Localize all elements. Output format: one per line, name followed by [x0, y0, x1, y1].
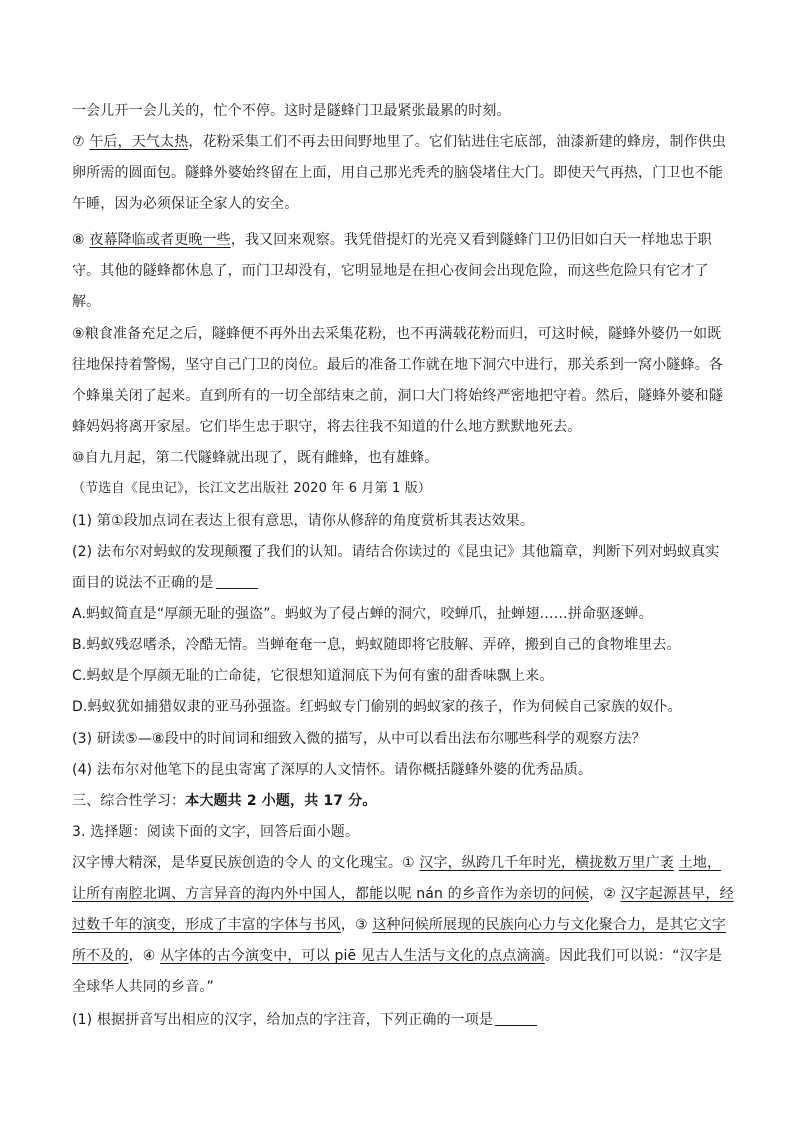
text-span: ，我又回来观察。我凭借提灯的光亮又看到隧蜂门卫仍旧如白天一样地忠于职 [230, 232, 712, 248]
text-line: 一会儿开一会儿关的，忙个不停。这时是隧蜂门卫最紧张最累的时刻。 [72, 103, 511, 119]
underlined-time-phrase: 午后，天气太热 [89, 134, 189, 150]
section-heading [72, 791, 722, 811]
text-span: (1) 根据拼音写出相应的汉字，给加点的字注音，下列正确的一项是 [72, 1012, 494, 1028]
option-c: C.蚂蚁是个厚颜无耻的亡命徒，它很想知道洞底下为何有蜜的甜香味飘上来。 [72, 668, 554, 684]
text-span: ，花粉采集工们不再去田间野地里了。它们钻进住宅底部，油漆新建的蜂房，制作供虫 [188, 134, 727, 150]
passage-line [72, 915, 727, 935]
underlined-sentence: 汉字，纵跨几千年时光，横拢数万里广袤 [419, 855, 675, 871]
underlined-sentence: 土地， [678, 855, 722, 871]
underlined-sentence: 所不及的 [72, 948, 129, 964]
text-line: 守。其他的隧蜂都休息了，而门卫却没有，它明显地是在担心夜间会出现危险，而这些危险只有它才了 [72, 263, 709, 279]
text-span: ，④ [128, 948, 161, 964]
question-1: (1) 第①段加点词在表达上很有意思，请你从修辞的角度赏析其表达效果。 [72, 513, 535, 529]
text-span: ，③ [340, 917, 373, 933]
question-intro: 3. 选择题：阅读下面的文字，回答后面小题。 [72, 824, 360, 840]
text-line: 卵所需的圆面包。隧蜂外婆始终留在上面，用自己那光秃秃的脑袋堵住大门。即使天气再热，门卫也不能 [72, 165, 723, 181]
text-line: 个蜂巢关闭了起来。直到所有的一切全部结束之前，洞口大门将始终严密地把守着。然后，隧蜂外婆和隧 [72, 388, 723, 404]
passage-line [72, 884, 734, 904]
sub-question-1 [72, 1010, 722, 1030]
underlined-sentence: 这种问候所展现的民族向心力与文化聚合力，是其它文字 [372, 917, 727, 933]
question-3: (3) 研读⑤—⑧段中的时间词和细致入微的描写，从中可以看出法布尔哪些科学的观察方法？ [72, 731, 646, 747]
paragraph-10-line: ⑩自九月起，第二代隧蜂就出现了，既有雌蜂，也有雄蜂。 [72, 450, 439, 466]
text-span: 汉字博大精深，是华夏民族创造的令人 的文化瑰宝。① [72, 855, 420, 871]
question-2: (2) 法布尔对蚂蚁的发现颠覆了我们的认知。请结合你读过的《昆虫记》其他篇章，判断下列对蚂蚁真实 [72, 544, 720, 560]
question-2-cont [72, 573, 722, 593]
underlined-sentence: 从字体的古今演变中，可以 piē 见古人生活与文化的点点滴滴 [160, 948, 545, 964]
text-span: 。因此我们可以说：“汉字是 [544, 948, 723, 964]
passage-line [72, 946, 722, 966]
option-d: D.蚂蚁犹如捕猎奴隶的亚马孙强盗。红蚂蚁专门偷别的蚂蚁家的孩子，作为伺候自己家族的奴仆。 [72, 699, 682, 715]
text-span: 面目的说法不正确的是 [72, 575, 214, 591]
section-info: 本大题共 2 小题，共 17 分。 [185, 793, 377, 809]
question-4: (4) 法布尔对他笔下的昆虫寄寓了深厚的人文情怀。请你概括隧蜂外婆的优秀品质。 [72, 762, 593, 778]
paragraph-number: ⑧ [72, 232, 90, 248]
underlined-sentence: 让所有南腔北调、方言异音的海内外中国人，都能以呢 nán 的乡音作为亲切的问候 [72, 886, 590, 902]
passage-line: 全球华人共同的乡音。” [72, 979, 214, 995]
source-citation: （节选自《昆虫记》，长江文艺出版社 2020 年 6 月第 1 版） [72, 481, 432, 496]
paragraph-9-line: ⑨粮食准备充足之后，隧蜂便不再外出去采集花粉，也不再满载花粉而归，可这时候，隧蜂外婆仍一如既 [72, 326, 722, 342]
text-line: 解。 [72, 294, 101, 310]
text-line: 午睡，因为必须保证全家人的安全。 [72, 196, 299, 212]
paragraph-8-line [72, 230, 722, 250]
answer-blank[interactable] [495, 1011, 537, 1026]
answer-blank[interactable] [216, 574, 258, 589]
passage-line [72, 853, 722, 873]
underlined-time-phrase: 夜幕降临或者更晚一些 [89, 232, 231, 248]
text-line: 往地保持着警惕，坚守自己门卫的岗位。最后的准备工作就在地下洞穴中进行，那关系到一窝小隧蜂。各 [72, 357, 723, 373]
underlined-sentence: 过数千年的演变，形成了丰富的字体与书风 [72, 917, 341, 933]
option-b: B.蚂蚁残忍嗜杀，冷酷无情。当蝉奄奄一息，蚂蚁随即将它肢解、弄碎，搬到自己的食物堆里去。 [72, 637, 681, 653]
section-title: 三、综合性学习： [72, 793, 186, 809]
text-line: 蜂妈妈将离开家屋。它们毕生忠于职守，将去往我不知道的什么地方默默地死去。 [72, 419, 582, 435]
option-a: A.蚂蚁简直是“厚颜无耻的强盗”。蚂蚁为了侵占蝉的洞穴，咬蝉爪，扯蝉翅……拼命驱逐蝉。 [72, 606, 653, 622]
text-span: ，② [589, 886, 621, 902]
paragraph-number: ⑦ [72, 134, 90, 150]
underlined-sentence: 汉字起源甚早，经 [620, 886, 734, 902]
paragraph-7-line [72, 132, 727, 152]
